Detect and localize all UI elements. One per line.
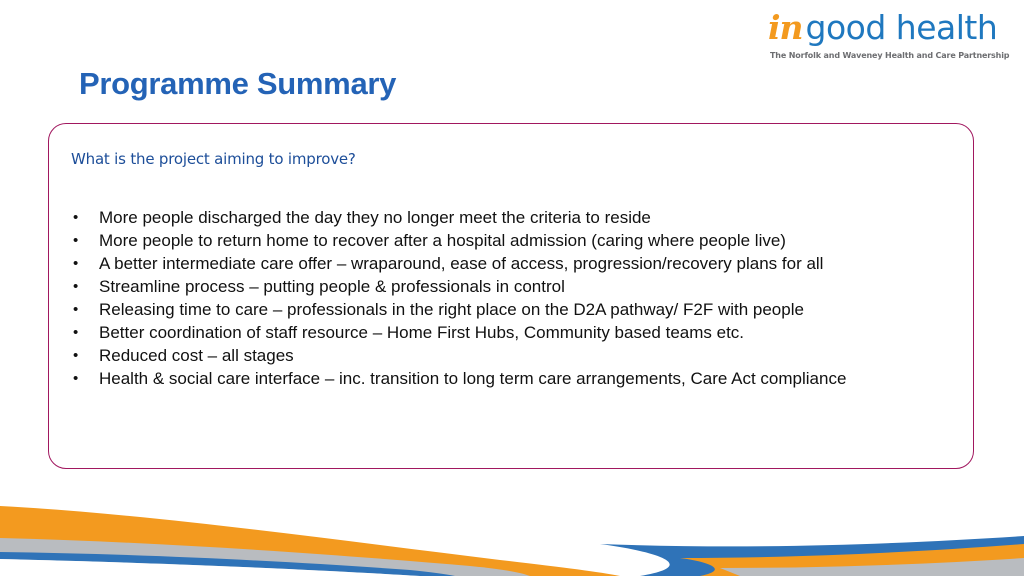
bullet-text: Health & social care interface – inc. transition to long term care arrangements, Care Act compliance (99, 369, 847, 388)
list-item (73, 344, 846, 367)
logo-in-mark: in (768, 8, 803, 47)
question-heading: What is the project aiming to improve? (71, 150, 356, 168)
bullet-text: Better coordination of staff resource – Home First Hubs, Community based teams etc. (99, 323, 745, 342)
list-item (73, 252, 846, 275)
list-item (73, 229, 846, 252)
bullet-text: A better intermediate care offer – wraparound, ease of access, progression/recovery plans for all (99, 254, 824, 273)
bullet-icon: • (73, 278, 79, 295)
list-item (73, 275, 846, 298)
bullet-icon: • (73, 324, 79, 341)
bullet-icon: • (73, 301, 79, 318)
bullet-list (73, 206, 846, 390)
summary-box (48, 123, 974, 469)
footer-swoosh (0, 486, 1024, 576)
bullet-icon: • (73, 232, 79, 249)
in-good-health-logo (768, 8, 1018, 66)
list-item (73, 206, 846, 229)
list-item (73, 321, 846, 344)
bullet-text: More people to return home to recover after a hospital admission (caring where people live) (99, 231, 786, 250)
bullet-icon: • (73, 370, 79, 387)
bullet-text: Streamline process – putting people & professionals in control (99, 277, 565, 296)
logo-tagline: The Norfolk and Waveney Health and Care Partnership (770, 51, 1010, 60)
bullet-icon: • (73, 347, 79, 364)
page-title: Programme Summary (79, 66, 397, 101)
bullet-text: Reduced cost – all stages (99, 346, 294, 365)
bullet-icon: • (73, 209, 79, 226)
bullet-text: Releasing time to care – professionals in the right place on the D2A pathway/ F2F with people (99, 300, 804, 319)
list-item (73, 298, 846, 321)
bullet-icon: • (73, 255, 79, 272)
bullet-text: More people discharged the day they no longer meet the criteria to reside (99, 208, 651, 227)
logo-brand-name: good health (805, 8, 998, 47)
list-item (73, 367, 846, 390)
